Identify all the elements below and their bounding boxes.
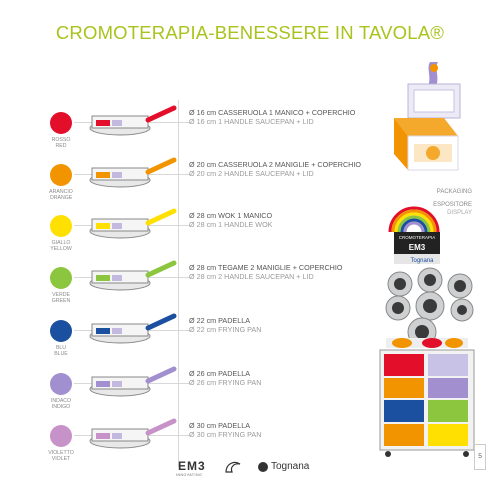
color-swatch (50, 373, 72, 395)
product-line-it: Ø 20 cm CASSERUOLA 2 MANIGLIE + COPERCHIO (189, 160, 361, 169)
product-line-en: Ø 30 cm FRYING PAN (189, 430, 262, 439)
product-line-it: Ø 26 cm PADELLA (189, 369, 250, 378)
display-sign-text: CROMOTERAPIA (398, 235, 436, 240)
color-name-it: VERDE (52, 292, 70, 298)
product-line-it: Ø 22 cm PADELLA (189, 316, 250, 325)
color-swatch (50, 112, 72, 134)
tognana-logo-mark (258, 462, 268, 472)
em3-logo: EM3 (178, 459, 206, 473)
display-label-it: ESPOSITORE (433, 202, 472, 208)
color-name-en: VIOLET (51, 456, 71, 462)
cookware-illustration (84, 308, 180, 348)
product-line-it: Ø 16 cm CASSERUOLA 1 MANICO + COPERCHIO (189, 108, 356, 117)
display-label-en: DISPLAY (447, 210, 472, 216)
color-name-it: ARANCIO (49, 189, 73, 195)
footer-logos (170, 456, 370, 480)
display-sign-em3: EM3 (408, 243, 426, 252)
packaging-label: PACKAGING (436, 189, 472, 195)
cookware-illustration (84, 361, 180, 401)
color-name-it: INDACO (50, 398, 72, 404)
color-name-en: RED (55, 143, 67, 149)
product-line-en: Ø 28 cm 2 HANDLE SAUCEPAN + LID (189, 272, 314, 281)
color-name-it: ROSSO (51, 137, 71, 143)
product-line-it: Ø 28 cm TEGAME 2 MANIGLIE + COPERCHIO (189, 263, 343, 272)
color-name-en: ORANGE (49, 195, 73, 201)
color-swatch (50, 320, 72, 342)
color-swatch (50, 164, 72, 186)
color-name-it: VIOLETTO (48, 450, 74, 456)
cookware-illustration (84, 203, 180, 243)
cookware-illustration (84, 413, 180, 453)
product-line-en: Ø 22 cm FRYING PAN (189, 325, 262, 334)
cookware-illustration (84, 255, 180, 295)
cookware-illustration (84, 100, 180, 140)
swirl-icon (224, 458, 242, 476)
color-name-en: YELLOW (50, 246, 72, 252)
packaging-illustration (388, 58, 468, 178)
product-line-it: Ø 28 cm WOK 1 MANICO (189, 211, 273, 220)
color-name-en: BLUE (54, 351, 68, 357)
color-swatch (50, 267, 72, 289)
cookware-illustration (84, 152, 180, 192)
em3-logo-sub: INNOVATING (176, 473, 203, 477)
product-line-en: Ø 26 cm FRYING PAN (189, 378, 262, 387)
product-line-en: Ø 20 cm 2 HANDLE SAUCEPAN + LID (189, 169, 314, 178)
page-title: CROMOTERAPIA-BENESSERE IN TAVOLA® (55, 22, 445, 43)
product-row (0, 263, 400, 323)
product-line-it: Ø 30 cm PADELLA (189, 421, 250, 430)
color-swatch (50, 215, 72, 237)
color-name-en: INDIGO (51, 404, 71, 410)
product-line-en: Ø 28 cm 1 HANDLE WOK (189, 220, 273, 229)
product-line-en: Ø 16 cm 1 HANDLE SAUCEPAN + LID (189, 117, 314, 126)
product-row (0, 316, 400, 376)
color-name-it: GIALLO (51, 240, 71, 246)
color-name-it: BLU (55, 345, 67, 351)
display-sign-tognana: Tognana (410, 258, 434, 264)
page-number: 5 (474, 444, 486, 470)
tognana-logo: Tognana (271, 461, 310, 472)
display-stand-illustration (372, 206, 482, 460)
color-name-en: GREEN (51, 298, 71, 304)
color-swatch (50, 425, 72, 447)
